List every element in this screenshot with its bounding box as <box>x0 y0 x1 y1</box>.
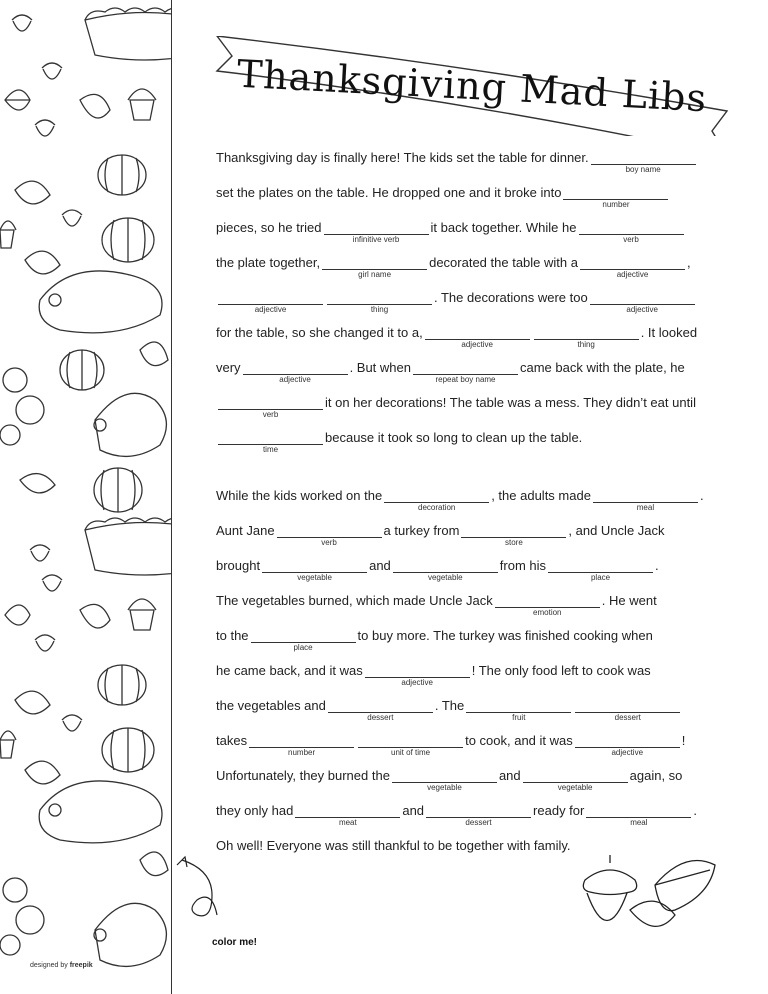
autumn-doodle-pattern <box>0 0 171 994</box>
story-text: ! <box>681 733 686 748</box>
fill-in-blank[interactable] <box>393 558 498 582</box>
fill-in-blank[interactable] <box>218 395 323 419</box>
acorn-icon <box>30 545 50 561</box>
blank-hint-label: infinitive verb <box>352 235 400 244</box>
story-text: While the kids worked on the <box>216 488 383 503</box>
fill-in-blank[interactable] <box>548 558 653 582</box>
acorn-icon <box>42 63 62 79</box>
fill-in-blank[interactable] <box>466 698 571 722</box>
fill-in-blank[interactable] <box>586 803 691 827</box>
blank-hint-label: dessert <box>367 713 394 722</box>
pie-icon <box>85 8 171 60</box>
turkey-icon <box>39 781 162 843</box>
vegetable-basket-icon <box>0 878 44 955</box>
leaf-icon <box>25 761 60 784</box>
blank-hint-label: vegetable <box>427 573 463 582</box>
turkey-icon <box>39 271 162 333</box>
story-text: ! The only food left to cook was <box>471 663 651 678</box>
story-text: , and Uncle Jack <box>568 523 665 538</box>
decorative-side-panel <box>0 0 172 994</box>
story-text: he came back, and it was <box>216 663 363 678</box>
fill-in-blank[interactable] <box>593 488 698 512</box>
story-line <box>216 733 686 757</box>
acorn-icon <box>35 635 55 651</box>
fill-in-blank[interactable] <box>218 290 323 314</box>
acorn-icon <box>35 120 55 136</box>
fill-in-blank[interactable] <box>426 803 531 827</box>
blank-hint-label: repeat boy name <box>435 375 496 384</box>
fill-in-blank[interactable] <box>295 803 400 827</box>
story-text: brought <box>216 558 261 573</box>
story-text: to buy more. The turkey was finished cooking when <box>357 628 653 643</box>
blank-hint-label: boy name <box>625 165 661 174</box>
cupcake-icon <box>0 731 16 758</box>
cupcake-icon <box>0 221 16 248</box>
fill-in-blank[interactable] <box>251 628 356 652</box>
story-line <box>216 838 571 853</box>
fill-in-blank[interactable] <box>461 523 566 547</box>
blank-hint-label: thing <box>370 305 389 314</box>
blank-hint-label: adjective <box>401 678 433 687</box>
story-text: the vegetables and <box>216 698 326 713</box>
story-line <box>216 255 691 279</box>
pumpkin-icon <box>102 728 154 772</box>
story-text: came back with the plate, he <box>520 360 685 375</box>
story-text: pieces, so he tried <box>216 220 322 235</box>
leaf-icon <box>15 181 50 204</box>
credit-prefix: designed by <box>30 962 68 969</box>
pie-icon <box>85 518 171 575</box>
blank-hint-label: verb <box>262 410 279 419</box>
blank-hint-label: vegetable <box>427 783 462 792</box>
story-line <box>216 360 685 384</box>
story-line <box>216 220 686 244</box>
blank-hint-label: adjective <box>461 340 493 349</box>
acorn-leaf-illustration <box>565 855 725 965</box>
story-text: to cook, and it was <box>465 733 573 748</box>
blank-hint-label: dessert <box>614 713 641 722</box>
story-text: . <box>699 488 704 503</box>
fill-in-blank[interactable] <box>243 360 348 384</box>
story-line <box>216 558 659 582</box>
cupcake-icon <box>128 89 156 120</box>
blank-hint-label: emotion <box>533 608 562 617</box>
story-text: it back together. While he <box>430 220 577 235</box>
blank-hint-label: time <box>262 445 279 454</box>
story-text: . It looked <box>640 325 698 340</box>
story-line <box>216 768 683 792</box>
story-line <box>216 325 698 349</box>
pumpkin-icon <box>98 155 146 195</box>
fill-in-blank[interactable] <box>495 593 600 617</box>
blank-hint-label: verb <box>321 538 337 547</box>
story-text: they only had <box>216 803 294 818</box>
story-line <box>216 698 682 722</box>
story-text: and <box>402 803 425 818</box>
story-line <box>216 430 583 454</box>
story-line <box>216 488 704 512</box>
blank-hint-label: number <box>602 200 630 209</box>
blank-hint-label: meal <box>636 503 655 512</box>
fill-in-blank[interactable] <box>327 290 432 314</box>
story-text: ready for <box>533 803 585 818</box>
blank-hint-label: thing <box>577 340 595 349</box>
story-text: The vegetables burned, which made Uncle Jack <box>216 593 493 608</box>
fill-in-blank[interactable] <box>563 185 668 209</box>
fill-in-blank[interactable] <box>249 733 354 757</box>
story-text: . But when <box>349 360 411 375</box>
blank-hint-label: fruit <box>512 713 526 722</box>
blank-hint-label: decoration <box>418 503 456 512</box>
blank-hint-label: adjective <box>611 748 644 757</box>
story-line <box>216 628 653 652</box>
credit-brand: freepik <box>69 962 93 969</box>
blank-hint-label: dessert <box>465 818 492 827</box>
story-text: a turkey from <box>383 523 460 538</box>
story-text: Oh well! Everyone was still thankful to be together with family. <box>216 838 571 853</box>
fill-in-blank[interactable] <box>523 768 628 792</box>
story-text: for the table, so she changed it to a, <box>216 325 423 340</box>
leaf-icon <box>20 474 55 493</box>
fill-in-blank[interactable] <box>392 768 497 792</box>
vegetable-basket-icon <box>0 368 44 445</box>
leaf-icon <box>15 691 50 714</box>
story-text: Unfortunately, they burned the <box>216 768 390 783</box>
fill-in-blank[interactable] <box>328 698 433 722</box>
story-line <box>216 523 665 547</box>
blank-hint-label: adjective <box>626 305 658 314</box>
story-line <box>216 150 698 174</box>
blank-hint-label: adjective <box>279 375 311 384</box>
blank-hint-label: adjective <box>254 305 287 314</box>
fill-in-blank[interactable] <box>277 523 382 547</box>
acorn-icon <box>42 575 62 591</box>
fill-in-blank[interactable] <box>384 488 489 512</box>
story-text: Aunt Jane <box>216 523 275 538</box>
story-text: from his <box>499 558 547 573</box>
blank-hint-label: place <box>293 643 313 652</box>
fill-in-blank[interactable] <box>575 733 680 757</box>
blank-hint-label: number <box>288 748 316 757</box>
story-text: decorated the table with a <box>429 255 578 270</box>
acorn-icon <box>62 715 82 731</box>
story-text: very <box>216 360 241 375</box>
cupcake-icon <box>128 599 156 630</box>
story-text: , <box>686 255 691 270</box>
story-line <box>216 395 696 419</box>
blank-hint-label: place <box>590 573 611 582</box>
leaf-icon <box>140 342 168 366</box>
acorn-icon <box>62 210 82 226</box>
fill-in-blank[interactable] <box>591 150 696 174</box>
story-line <box>216 803 697 827</box>
fill-in-blank[interactable] <box>534 325 639 349</box>
fill-in-blank[interactable] <box>575 698 680 722</box>
fill-in-blank[interactable] <box>322 255 427 279</box>
fill-in-blank[interactable] <box>590 290 695 314</box>
blank-hint-label: unit of time <box>391 748 431 757</box>
blank-hint-label: verb <box>623 235 639 244</box>
leaf-icon <box>80 604 110 628</box>
pumpkin-icon <box>60 350 104 390</box>
story-line <box>216 290 697 314</box>
curly-arrow-icon <box>172 855 222 935</box>
blank-hint-label: vegetable <box>557 783 593 792</box>
blank-hint-label: adjective <box>616 270 649 279</box>
story-text: . <box>693 803 697 818</box>
story-line <box>216 663 651 687</box>
story-text: . The <box>434 698 465 713</box>
pumpkin-icon <box>94 468 142 512</box>
acorn-icon <box>12 15 32 31</box>
story-text: because it took so long to clean up the table. <box>325 430 583 445</box>
fill-in-blank[interactable] <box>579 220 684 244</box>
story-line <box>216 593 657 617</box>
title-banner <box>212 36 732 136</box>
story-text: set the plates on the table. He dropped one and it broke into <box>216 185 562 200</box>
designer-credit <box>30 962 93 969</box>
leaf-icon <box>5 90 30 110</box>
story-text: and <box>369 558 391 573</box>
leaf-icon <box>5 605 30 625</box>
story-text: takes <box>216 733 248 748</box>
fill-in-blank[interactable] <box>218 430 323 454</box>
fill-in-blank[interactable] <box>425 325 530 349</box>
story-text: . <box>655 558 659 573</box>
story-text: . The decorations were too <box>434 290 588 305</box>
story-text: again, so <box>629 768 683 783</box>
blank-hint-label: vegetable <box>297 573 332 582</box>
color-me-label: color me! <box>212 937 258 948</box>
story-line <box>216 185 670 209</box>
fill-in-blank[interactable] <box>262 558 367 582</box>
fill-in-blank[interactable] <box>413 360 518 384</box>
page-title: Thanksgiving Mad Libs <box>235 51 709 121</box>
pumpkin-icon <box>98 665 146 705</box>
fill-in-blank[interactable] <box>580 255 685 279</box>
leaf-icon <box>25 251 60 274</box>
blank-hint-label: store <box>505 538 523 547</box>
fill-in-blank[interactable] <box>365 663 470 687</box>
pumpkin-icon <box>102 218 154 262</box>
story-text: Thanksgiving day is finally here! The kids set the table for dinner. <box>216 150 589 165</box>
story-text: and <box>498 768 521 783</box>
fill-in-blank[interactable] <box>358 733 463 757</box>
blank-hint-label: meal <box>630 818 648 827</box>
turkey-icon <box>94 903 166 966</box>
blank-hint-label: meat <box>338 818 357 827</box>
leaf-icon <box>80 94 110 118</box>
story-text: it on her decorations! The table was a mess. They didn’t eat until <box>325 395 696 410</box>
story-text: the plate together, <box>216 255 321 270</box>
story-text: to the <box>216 628 249 643</box>
fill-in-blank[interactable] <box>324 220 429 244</box>
turkey-icon <box>94 393 166 456</box>
leaf-icon <box>140 852 168 876</box>
blank-hint-label: girl name <box>358 270 392 279</box>
story-text: , the adults made <box>491 488 591 503</box>
story-text: . He went <box>601 593 657 608</box>
